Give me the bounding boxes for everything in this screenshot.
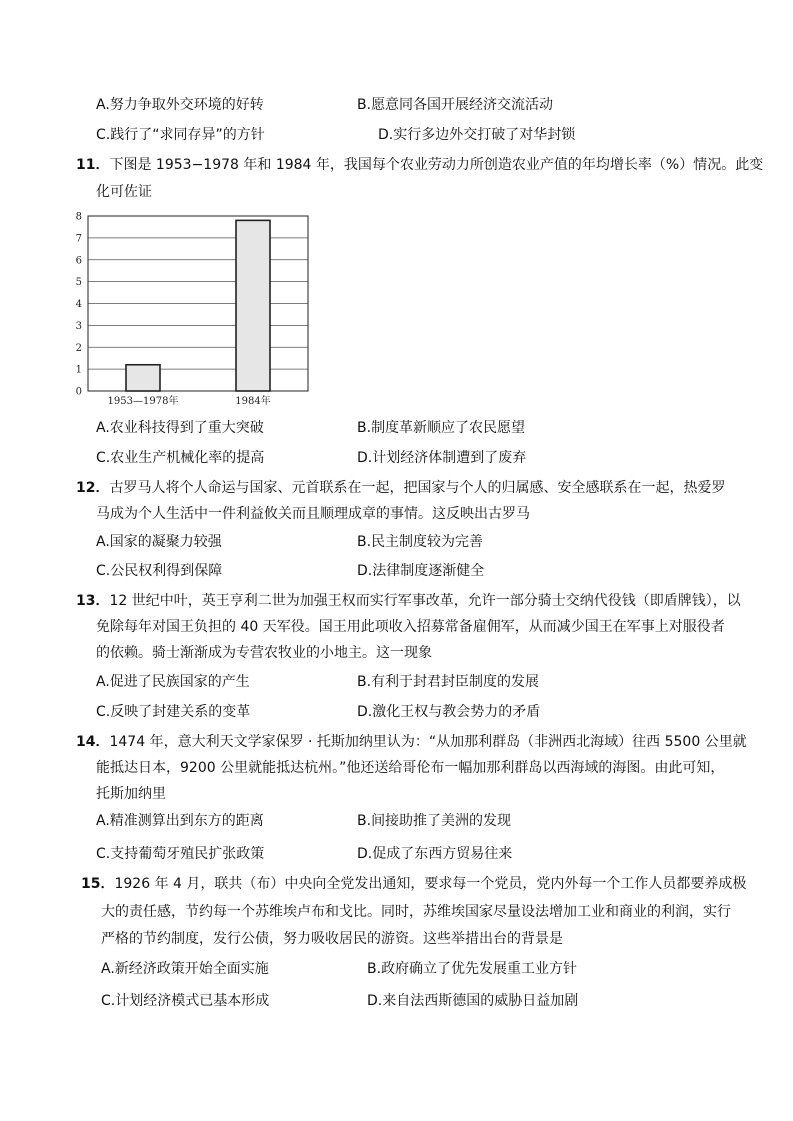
q12-option-d: D.法律制度逐渐健全 bbox=[357, 563, 485, 579]
q13-option-d: D.激化王权与教会势力的矛盾 bbox=[357, 704, 541, 720]
q12-option-a: A.国家的凝聚力较强 bbox=[96, 534, 222, 550]
y-tick-label: 5 bbox=[75, 277, 82, 289]
q13-stem-line-2: 免除每年对国王负担的 40 天军役。国王用此项收入招募常备雇佣军，从而减少国王在军事上对服役者 bbox=[96, 619, 725, 635]
q15-option-a: A.新经济政策开始全面实施 bbox=[101, 961, 269, 977]
q13-option-b: B.有利于封君封臣制度的发展 bbox=[357, 674, 540, 690]
x-category-label: 1953—1978年 bbox=[107, 396, 179, 407]
q11-option-c: C.农业生产机械化率的提高 bbox=[96, 450, 265, 466]
y-tick-label: 1 bbox=[75, 364, 82, 376]
q12-stem-line-1: 12．古罗马人将个人命运与国家、元首联系在一起，把国家与个人的归属感、安全感联系在一起，热爱罗 bbox=[76, 480, 726, 496]
q15-option-c: C.计划经济模式已基本形成 bbox=[101, 993, 270, 1009]
q14-option-d: D.促成了东西方贸易往来 bbox=[357, 846, 513, 862]
q10-option-c: C.践行了“求同存异”的方针 bbox=[96, 127, 265, 143]
q11-option-a: A.农业科技得到了重大突破 bbox=[96, 420, 264, 436]
q11-option-b: B.制度革新顺应了农民愿望 bbox=[357, 420, 526, 436]
y-tick-label: 2 bbox=[75, 342, 82, 354]
q15-stem-line-2: 大的责任感，节约每一个苏维埃卢布和戈比。同时，苏维埃国家尽量设法增加工业和商业的利润，实行 bbox=[101, 904, 731, 920]
q15-option-b: B.政府确立了优先发展重工业方针 bbox=[367, 961, 578, 977]
y-tick-label: 7 bbox=[75, 233, 82, 245]
q12-option-c: C.公民权利得到保障 bbox=[96, 563, 223, 579]
y-tick-label: 3 bbox=[75, 320, 82, 332]
q14-stem-line-1: 14．1474 年，意大利天文学家保罗 · 托斯加纳里认为：“从加那利群岛（非洲西北海域）往西 5500 公里就 bbox=[76, 734, 747, 750]
y-tick-label: 4 bbox=[75, 299, 82, 310]
q13-stem-line-3: 的依赖。骑士渐渐成为专营农牧业的小地主。这一现象 bbox=[96, 645, 432, 661]
q10-option-b: B.愿意同各国开展经济交流活动 bbox=[357, 97, 554, 113]
chart-x-labels bbox=[108, 394, 271, 407]
q10-option-d: D.实行多边外交打破了对华封锁 bbox=[378, 127, 576, 143]
q11-stem-line-2: 化可佐证 bbox=[96, 184, 152, 200]
q10-option-a: A.努力争取外交环境的好转 bbox=[96, 97, 264, 113]
q15-option-d: D.来自法西斯德国的威胁日益加剧 bbox=[367, 993, 579, 1009]
q14-option-c: C.支持葡萄牙殖民扩张政策 bbox=[96, 846, 265, 862]
y-tick-label: 0 bbox=[75, 386, 82, 398]
q11-option-d: D.计划经济体制遭到了废弃 bbox=[357, 450, 527, 466]
chart-y-ticks bbox=[76, 212, 82, 398]
q11-bar-chart bbox=[62, 208, 312, 408]
chart-bars bbox=[126, 220, 270, 391]
q14-option-b: B.间接助推了美洲的发现 bbox=[357, 813, 512, 829]
y-tick-label: 6 bbox=[75, 255, 82, 267]
bar-0 bbox=[126, 365, 160, 391]
q15-stem-line-1: 15．1926 年 4 月，联共（布）中央向全党发出通知，要求每一个党员，党内外每一个工作人员都要养成极 bbox=[81, 876, 747, 892]
bar-1 bbox=[236, 220, 270, 391]
q14-option-a: A.精准测算出到东方的距离 bbox=[96, 813, 264, 829]
q12-option-b: B.民主制度较为完善 bbox=[357, 534, 484, 550]
q12-stem-line-2: 马成为个人生活中一件利益攸关而且顺理成章的事情。这反映出古罗马 bbox=[96, 506, 530, 522]
q14-stem-line-2: 能抵达日本，9200 公里就能抵达杭州。”他还送给哥伦布一幅加那利群岛以西海域的海图。由此可知， bbox=[96, 760, 725, 776]
q13-option-c: C.反映了封建关系的变革 bbox=[96, 704, 251, 720]
chart-grid bbox=[88, 216, 308, 391]
y-tick-label: 8 bbox=[75, 211, 82, 223]
q15-stem-line-3: 严格的节约制度，发行公债，努力吸收居民的游资。这些举措出台的背景是 bbox=[101, 931, 563, 947]
x-category-label: 1984年 bbox=[235, 396, 271, 407]
q13-option-a: A.促进了民族国家的产生 bbox=[96, 674, 250, 690]
q14-stem-line-3: 托斯加纳里 bbox=[96, 786, 166, 802]
q13-stem-line-1: 13．12 世纪中叶，英王亨利二世为加强王权而实行军事改革，允许一部分骑士交纳代役钱（即盾牌钱），以 bbox=[76, 593, 741, 609]
q11-stem-line-1: 11．下图是 1953−1978 年和 1984 年，我国每个农业劳动力所创造农业产值的年均增长率（%）情况。此变 bbox=[76, 157, 764, 173]
